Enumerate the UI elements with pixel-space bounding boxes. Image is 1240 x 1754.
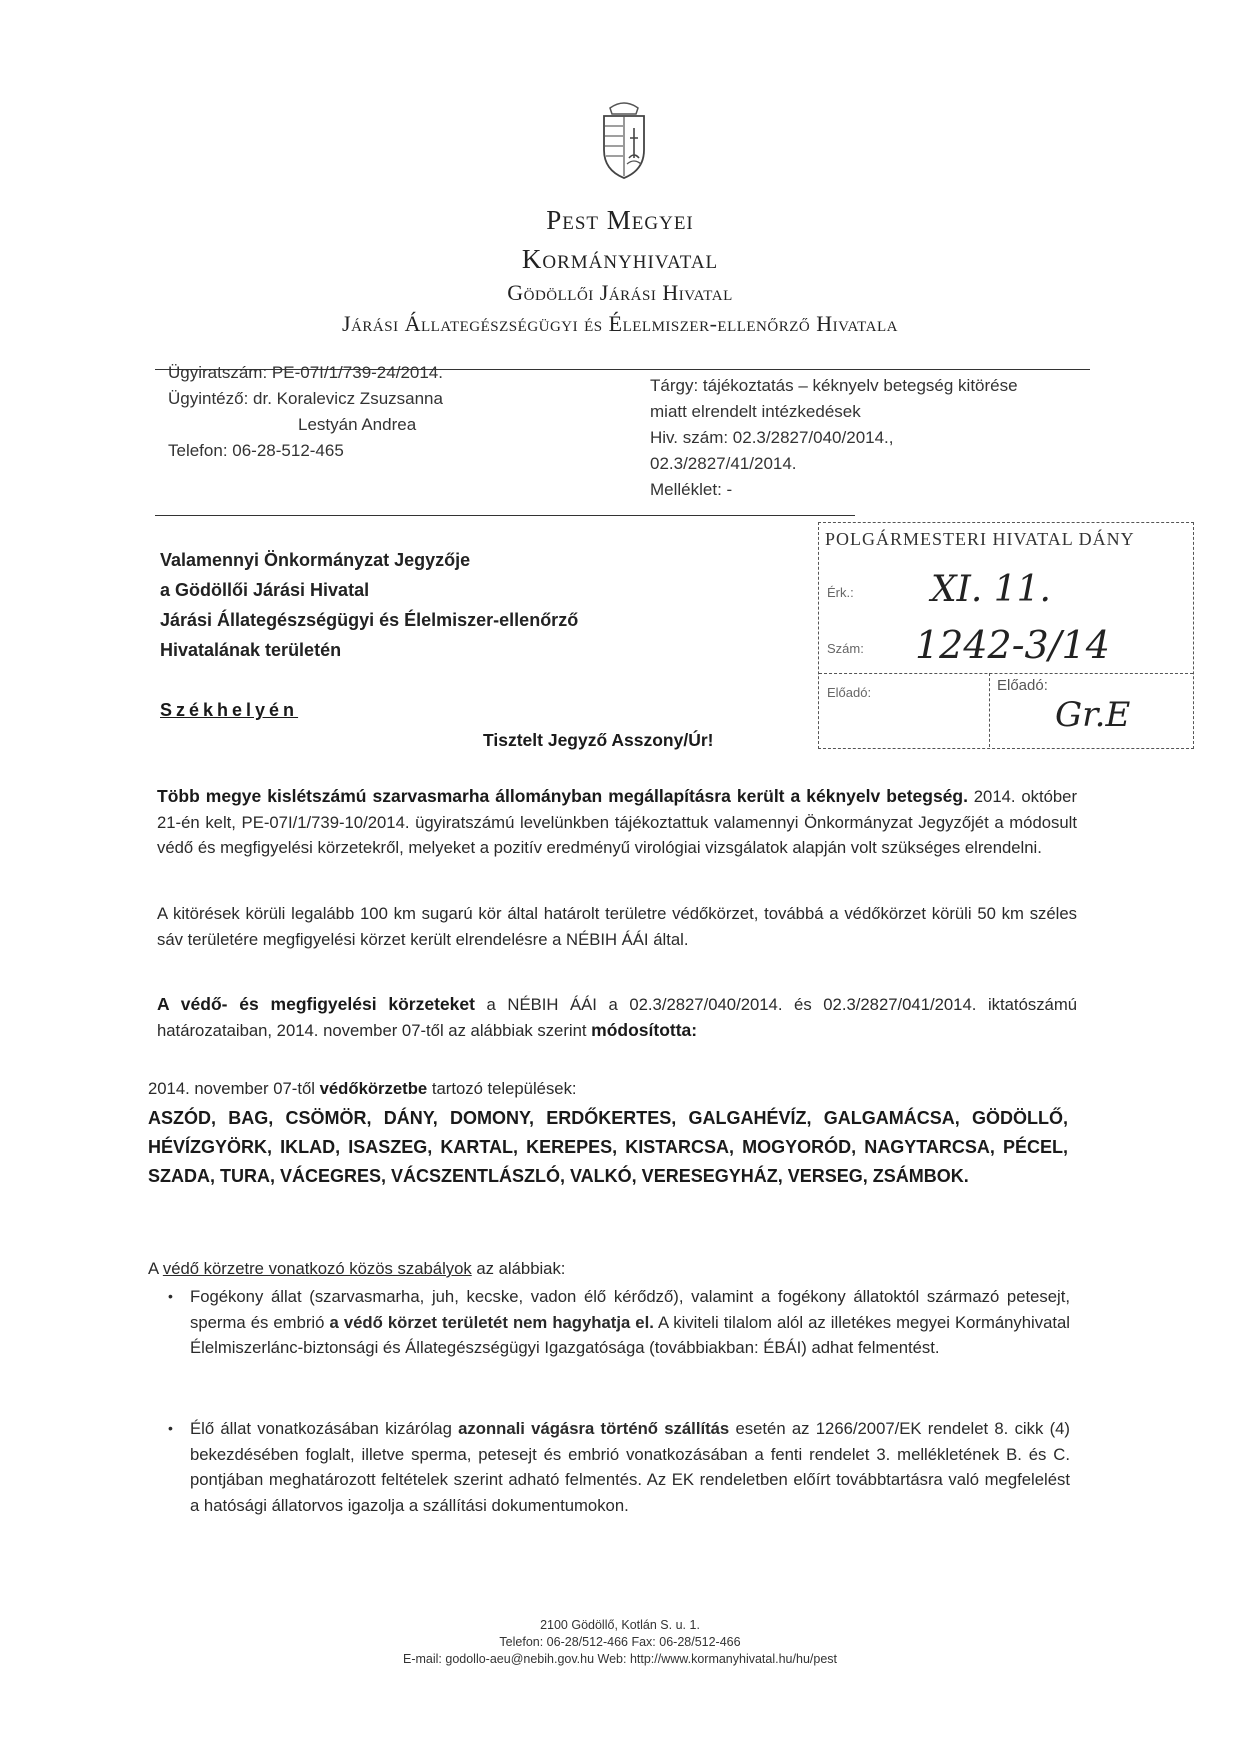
bullet-2-post: esetén az 1266/2007/EK rendelet 8. cikk (4) bekezdésében foglalt, illetve sperma, petesejt és embrió vonatkozásában a fenti rendelet 3. mellékletének B. és C. pontjában meghatározott feltételek szerint adható felmentés. Az EK rendeletben előírt továbbtartásra való megfelelést a hatósági állatorvos igazolja a szállítási dokumentumokon. bbox=[190, 1419, 1070, 1515]
subject: Tárgy: tájékoztatás – kéknyelv betegség kitörése bbox=[650, 376, 1018, 395]
bullet-1 bbox=[168, 1284, 1071, 1361]
phone: Telefon: 06-28-512-465 bbox=[168, 441, 344, 460]
stamp-assignee: Gr.E bbox=[1055, 695, 1131, 735]
stamp-title: POLGÁRMESTERI HIVATAL DÁNY bbox=[825, 529, 1135, 549]
stamp-attach-label: Előadó: bbox=[827, 685, 872, 700]
coat-of-arms-crest bbox=[596, 98, 652, 180]
header-department: Járási Állategészségügyi és Élelmiszer-ellenőrző Hivatala bbox=[342, 311, 898, 336]
meta-left bbox=[168, 360, 443, 464]
rules-intro-post: az alábbiak: bbox=[471, 1259, 566, 1278]
stamp-divider bbox=[989, 673, 990, 747]
bullet-1-bold: a védő körzet területét nem hagyhatja el. bbox=[329, 1312, 654, 1332]
reference-number-2: 02.3/2827/41/2014. bbox=[650, 454, 797, 473]
greeting: Tisztelt Jegyző Asszony/Úr! bbox=[483, 730, 714, 750]
bullet-1-pre: Fogékony állat (szarvasmarha, juh, kecske, vadon élő kérődző), valamint a fogékony állatoktól származó petesejt, sperma és embrió bbox=[190, 1287, 1070, 1332]
footer-contact: E-mail: godollo-aeu@nebih.gov.hu Web: http://www.kormanyhivatal.hu/hu/pest bbox=[403, 1652, 837, 1666]
paragraph-3-bold: A védő- és megfigyelési körzeteket bbox=[157, 994, 475, 1014]
bullet-2-pre: Élő állat vonatkozásában kizárólag bbox=[190, 1419, 459, 1438]
stamp-assignee-label: Előadó: bbox=[997, 677, 1048, 694]
stamp-date-label: Érk.: bbox=[827, 585, 854, 600]
case-officer-2: Lestyán Andrea bbox=[298, 415, 417, 434]
paragraph-2-text: A kitörések körüli legalább 100 km sugarú kör által határolt területre védőkörzet, továbbá a védőkörzet körüli 50 km széles sáv területére megfigyelési körzet került elrendelésre a NÉBIH ÁÁI által. bbox=[157, 904, 1077, 949]
seat-label: Székhelyén bbox=[160, 700, 299, 720]
stamp-number-label: Szám: bbox=[827, 641, 864, 656]
bullet-2-dot: • bbox=[168, 1420, 173, 1436]
reference-number: Hiv. szám: 02.3/2827/040/2014., bbox=[650, 428, 894, 447]
paragraph-4-post: tartozó települések: bbox=[427, 1079, 577, 1098]
meta-rule bbox=[155, 515, 855, 516]
stamp-date: XI. 11. bbox=[931, 569, 1051, 610]
rules-intro-underlined: védő körzetre vonatkozó közös szabályok bbox=[162, 1259, 472, 1278]
received-stamp bbox=[818, 522, 1194, 749]
rules-intro bbox=[148, 1256, 1068, 1282]
paragraph-1-text: 2014. október 21-én kelt, PE-07I/1/739-10/2014. ügyiratszámú levelünkben tájékoztattuk valamennyi Önkormányzat Jegyzőjét a módosult védő és megfigyelési körzetekről, melyeket a pozitív eredményű virológiai vizsgálatok alapján volt szükséges elrendelni. bbox=[157, 787, 1078, 857]
bullet-1-post: A kiviteli tilalom alól az illetékes megyei Kormányhivatal Élelmiszerlánc-biztonsági és Állategészségügyi Igazgatósága (továbbiakban: ÉBÁI) adhat felmentést. bbox=[190, 1312, 1071, 1357]
paragraph-4 bbox=[148, 1076, 1068, 1102]
stamp-number: 1242-3/14 bbox=[915, 623, 1110, 667]
stamp-bottom-rule bbox=[819, 673, 1193, 674]
footer-phone: Telefon: 06-28/512-466 Fax: 06-28/512-466 bbox=[499, 1635, 741, 1649]
paragraph-3-text: a NÉBIH ÁÁI a 02.3/2827/040/2014. és 02.3/2827/041/2014. iktatószámú határozataiban, 2014. november 07-től az alábbiak szerint bbox=[157, 995, 1077, 1040]
meta-right bbox=[650, 373, 1018, 503]
recipient-line-1: Valamennyi Önkormányzat Jegyzője bbox=[160, 550, 471, 570]
recipient-line-4: Hivatalának területén bbox=[160, 640, 342, 660]
recipient-line-3: Járási Állategészségügyi és Élelmiszer-ellenőrző bbox=[160, 610, 579, 630]
paragraph-2 bbox=[157, 901, 1077, 952]
paragraph-1-bold: Több megye kislétszámú szarvasmarha állományban megállapításra került a kéknyelv betegség. bbox=[157, 786, 968, 806]
header-office: Kormányhivatal bbox=[521, 244, 719, 274]
header-county: Pest Megyei bbox=[546, 205, 694, 235]
paragraph-4-bold: védőkörzetbe bbox=[319, 1079, 428, 1098]
case-officer: Ügyintéző: dr. Koralevicz Zsuzsanna bbox=[168, 389, 443, 408]
attachment: Melléklet: - bbox=[650, 480, 733, 499]
header-district: Gödöllői Járási Hivatal bbox=[507, 280, 733, 305]
paragraph-1 bbox=[157, 784, 1077, 861]
footer bbox=[0, 1617, 1240, 1668]
recipient-address bbox=[160, 545, 578, 665]
paragraph-3-bold-2: módosította: bbox=[591, 1019, 698, 1040]
rules-intro-pre: A bbox=[148, 1259, 163, 1278]
bullet-1-dot: • bbox=[168, 1288, 173, 1304]
subject-2: miatt elrendelt intézkedések bbox=[650, 402, 861, 421]
paragraph-3 bbox=[157, 992, 1077, 1043]
case-number: Ügyiratszám: PE-07I/1/739-24/2014. bbox=[168, 363, 443, 382]
bullet-2 bbox=[168, 1416, 1070, 1518]
paragraph-4-pre: 2014. november 07-től bbox=[148, 1079, 320, 1098]
footer-address: 2100 Gödöllő, Kotlán S. u. 1. bbox=[540, 1618, 700, 1632]
recipient-line-2: a Gödöllői Járási Hivatal bbox=[160, 580, 370, 600]
town-list: ASZÓD, BAG, CSÖMÖR, DÁNY, DOMONY, ERDŐKERTES, GALGAHÉVÍZ, GALGAMÁCSA, GÖDÖLLŐ, HÉVÍZGYÖRK, IKLAD, ISASZEG, KARTAL, KEREPES, KISTARCSA, MOGYORÓD, NAGYTARCSA, PÉCEL, SZADA, TURA, VÁCEGRES, VÁCSZENTLÁSZLÓ, VALKÓ, VERESEGYHÁZ, VERSEG, ZSÁMBOK. bbox=[148, 1108, 1068, 1186]
bullet-2-bold: azonnali vágásra történő szállítás bbox=[458, 1419, 730, 1438]
